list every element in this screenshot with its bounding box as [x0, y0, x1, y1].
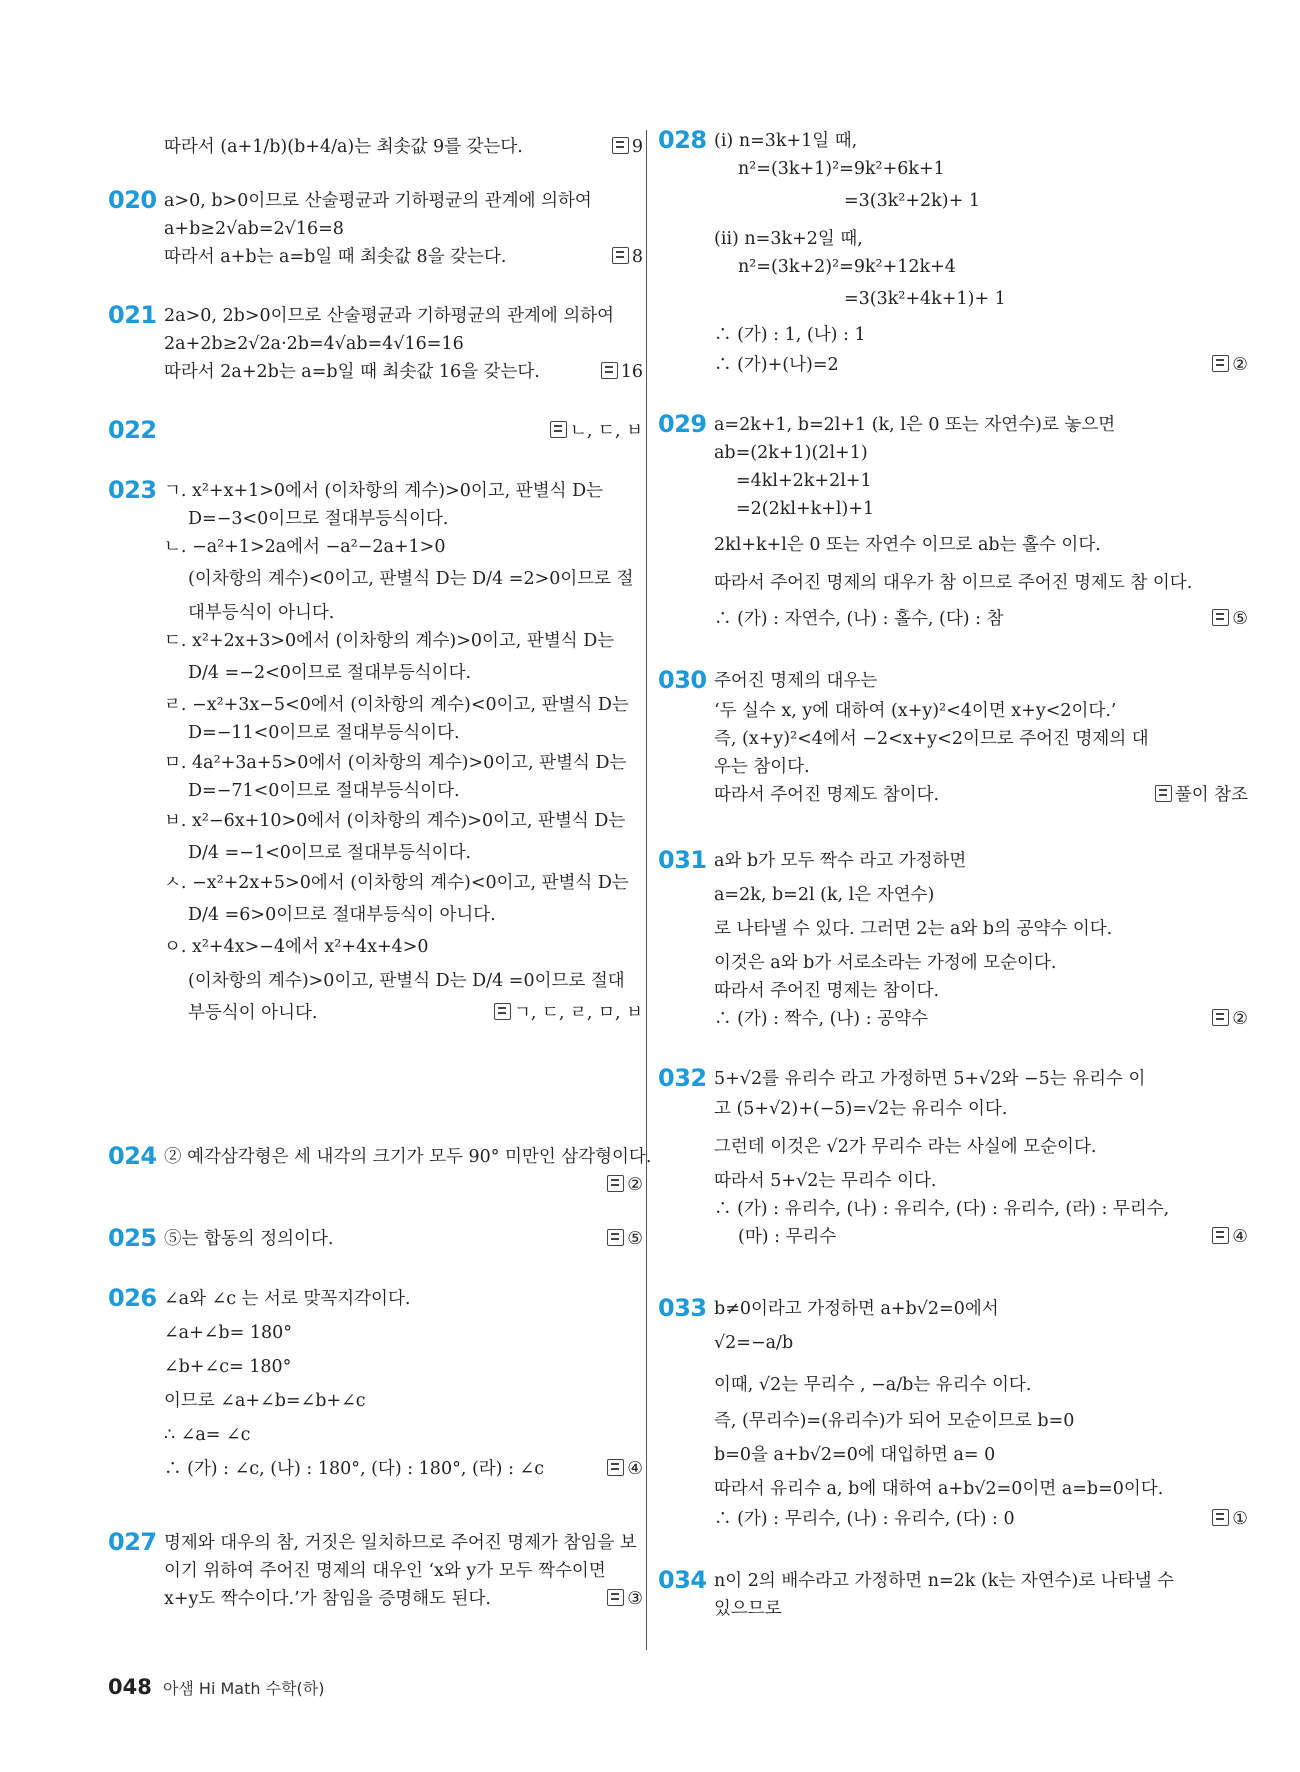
solution-line: =3(3k²+4k+1)+ 1	[844, 289, 1006, 309]
answer-mark	[612, 136, 643, 158]
answer-text: ②	[1232, 355, 1248, 375]
problem-number: 032	[658, 1064, 707, 1092]
solution-line: n이 2의 배수라고 가정하면 n=2k (k는 자연수)로 나타낼 수	[714, 1571, 1175, 1591]
book-title: 아샘 Hi Math 수학(하)	[162, 1679, 325, 1698]
solution-line: ㄹ. −x²+3x−5<0에서 (이차항의 계수)<0이고, 판별식 D는	[164, 695, 629, 715]
solution-line: 따라서 2a+2b는 a=b일 때 최솟값 16을 갖는다.	[164, 362, 540, 382]
solution-line: 2kl+k+l은 0 또는 자연수 이므로 ab는 홀수 이다.	[714, 535, 1101, 555]
solution-line: a>0, b>0이므로 산술평균과 기하평균의 관계에 의하여	[164, 191, 592, 211]
solution-line: D=−3<0이므로 절대부등식이다.	[188, 509, 449, 529]
solution-line: 따라서 주어진 명제도 참이다.	[714, 785, 940, 805]
solution-line: 있으므로	[714, 1599, 782, 1619]
column-divider	[646, 130, 647, 1650]
solution-line: b≠0이라고 가정하면 a+b√2=0에서	[714, 1299, 999, 1319]
answer-text: ④	[627, 1459, 643, 1479]
solution-line: n²=(3k+2)²=9k²+12k+4	[738, 257, 956, 277]
answer-mark	[550, 420, 643, 442]
answer-mark	[494, 1002, 643, 1024]
solution-line: ∠a+∠b= 180°	[164, 1323, 293, 1343]
solution-line: 고 (5+√2)+(−5)=√2는 유리수 이다.	[714, 1099, 1008, 1119]
problem-number: 030	[658, 666, 707, 694]
answer-icon	[607, 1229, 624, 1246]
solution-line: 이것은 a와 b가 서로소라는 가정에 모순이다.	[714, 953, 1057, 973]
solution-line: 2a>0, 2b>0이므로 산술평균과 기하평균의 관계에 의하여	[164, 306, 615, 326]
page-number: 048	[108, 1675, 152, 1699]
solution-line: b=0을 a+b√2=0에 대입하면 a= 0	[714, 1445, 996, 1465]
answer-icon	[607, 1459, 624, 1476]
solution-line: ㅇ. x²+4x>−4에서 x²+4x+4>0	[164, 937, 429, 957]
solution-line: ∴ (가) : 자연수, (나) : 홀수, (다) : 참	[714, 609, 1004, 629]
answer-text: ②	[1232, 1009, 1248, 1029]
solution-line: 따라서 5+√2는 무리수 이다.	[714, 1171, 937, 1191]
problem-number: 033	[658, 1294, 707, 1322]
solution-line: ∴ (가) : 1, (나) : 1	[714, 325, 866, 345]
solution-line: ∠a와 ∠c 는 서로 맞꼭지각이다.	[164, 1289, 411, 1309]
answer-text: ⑤	[627, 1229, 643, 1249]
answer-text: ㄱ, ㄷ, ㄹ, ㅁ, ㅂ	[513, 1003, 643, 1023]
answer-icon	[494, 1003, 511, 1020]
answer-mark	[601, 361, 643, 383]
solution-line: a와 b가 모두 짝수 라고 가정하면	[714, 851, 967, 871]
solution-line: ∴ (가) : 짝수, (나) : 공약수	[714, 1009, 928, 1029]
solution-line: 이때, √2는 무리수 , −a/b는 유리수 이다.	[714, 1375, 1032, 1395]
answer-mark	[1212, 1008, 1248, 1030]
answer-icon	[1212, 1009, 1229, 1026]
solution-line: ㄱ. x²+x+1>0에서 (이차항의 계수)>0이고, 판별식 D는	[164, 481, 604, 501]
solution-line: D/4 =−2<0이므로 절대부등식이다.	[188, 663, 472, 683]
solution-line: (ⅰ) n=3k+1일 때,	[714, 131, 858, 151]
answer-icon	[1212, 1509, 1229, 1526]
answer-icon	[1212, 355, 1229, 372]
solution-line: ∴ (가) : ∠c, (나) : 180°, (다) : 180°, (라) : ∠c	[164, 1459, 544, 1479]
solution-line: (이차항의 계수)>0이고, 판별식 D는 D/4 =0이므로 절대	[188, 971, 625, 991]
solution-line: ‘두 실수 x, y에 대하여 (x+y)²<4이면 x+y<2이다.’	[714, 701, 1117, 721]
answer-text: ③	[627, 1589, 643, 1609]
solution-line: D/4 =6>0이므로 절대부등식이 아니다.	[188, 905, 496, 925]
answer-mark	[607, 1174, 643, 1196]
problem-number: 024	[108, 1142, 157, 1170]
solution-line: ㄷ. x²+2x+3>0에서 (이차항의 계수)>0이고, 판별식 D는	[164, 631, 615, 651]
answer-icon	[601, 362, 618, 379]
solution-line: ⑤는 합동의 정의이다.	[164, 1229, 334, 1249]
answer-icon	[1212, 1227, 1229, 1244]
solution-line: 명제와 대우의 참, 거짓은 일치하므로 주어진 명제가 참임을 보	[164, 1533, 637, 1553]
answer-mark	[1212, 354, 1248, 376]
answer-icon	[612, 137, 629, 154]
answer-text: ②	[627, 1175, 643, 1195]
problem-number: 031	[658, 846, 707, 874]
solution-line: x+y도 짝수이다.’가 참임을 증명해도 된다.	[164, 1589, 491, 1609]
answer-text: ④	[1232, 1227, 1248, 1247]
solution-line: 즉, (무리수)=(유리수)가 되어 모순이므로 b=0	[714, 1411, 1075, 1431]
solution-line: 대부등식이 아니다.	[188, 603, 335, 623]
solution-line: n²=(3k+1)²=9k²+6k+1	[738, 159, 945, 179]
solution-line: ∴ (가)+(나)=2	[714, 355, 839, 375]
answer-text: 16	[620, 362, 643, 382]
answer-text: 9	[631, 137, 643, 157]
solution-line: ㅅ. −x²+2x+5>0에서 (이차항의 계수)<0이고, 판별식 D는	[164, 873, 629, 893]
answer-text: 8	[631, 247, 643, 267]
solution-line: 즉, (x+y)²<4에서 −2<x+y<2이므로 주어진 명제의 대	[714, 729, 1149, 749]
problem-number: 023	[108, 476, 157, 504]
solution-line: ② 예각삼각형은 세 내각의 크기가 모두 90° 미만인 삼각형이다.	[164, 1147, 652, 1167]
answer-text: ①	[1232, 1509, 1248, 1529]
solution-line: a=2k+1, b=2l+1 (k, l은 0 또는 자연수)로 놓으면	[714, 415, 1116, 435]
answer-mark	[1212, 608, 1248, 630]
answer-text: ⑤	[1232, 609, 1248, 629]
solution-line: ∠b+∠c= 180°	[164, 1357, 292, 1377]
solution-line: D/4 =−1<0이므로 절대부등식이다.	[188, 843, 472, 863]
solution-line: ∴ ∠a= ∠c	[164, 1425, 251, 1445]
page-footer	[108, 1675, 324, 1699]
problem-number: 025	[108, 1224, 157, 1252]
solution-line: =4kl+2k+2l+1	[736, 471, 872, 491]
solution-line: 따라서 주어진 명제는 참이다.	[714, 981, 940, 1001]
solution-line: a+b≥2√ab=2√16=8	[164, 219, 344, 239]
answer-mark	[607, 1228, 643, 1250]
problem-number: 034	[658, 1566, 707, 1594]
answer-mark	[607, 1588, 643, 1610]
solution-line: ab=(2k+1)(2l+1)	[714, 443, 868, 463]
problem-number: 026	[108, 1284, 157, 1312]
solution-line: (마) : 무리수	[738, 1227, 837, 1247]
solution-line: (ⅱ) n=3k+2일 때,	[714, 229, 863, 249]
solution-line: √2=−a/b	[714, 1333, 794, 1353]
answer-icon	[1155, 785, 1172, 802]
solution-line: 이므로 ∠a+∠b=∠b+∠c	[164, 1391, 366, 1411]
solution-line: 부등식이 아니다.	[188, 1003, 318, 1023]
solution-line: D=−11<0이므로 절대부등식이다.	[188, 723, 460, 743]
problem-number: 020	[108, 186, 157, 214]
solution-line: a=2k, b=2l (k, l은 자연수)	[714, 885, 935, 905]
solution-line: 로 나타낼 수 있다. 그러면 2는 a와 b의 공약수 이다.	[714, 919, 1113, 939]
answer-text: 풀이 참조	[1174, 785, 1248, 805]
solution-line: D=−71<0이므로 절대부등식이다.	[188, 781, 460, 801]
solution-line: 5+√2를 유리수 라고 가정하면 5+√2와 −5는 유리수 이	[714, 1069, 1146, 1089]
answer-icon	[607, 1175, 624, 1192]
solution-line: ∴ (가) : 유리수, (나) : 유리수, (다) : 유리수, (라) : 무리수,	[714, 1199, 1170, 1219]
answer-mark	[1212, 1508, 1248, 1530]
solution-line: 그런데 이것은 √2가 무리수 라는 사실에 모순이다.	[714, 1137, 1097, 1157]
problem-number: 029	[658, 410, 707, 438]
solution-line: 따라서 유리수 a, b에 대하여 a+b√2=0이면 a=b=0이다.	[714, 1479, 1164, 1499]
answer-icon	[1212, 609, 1229, 626]
solution-line: =3(3k²+2k)+ 1	[844, 191, 980, 211]
answer-icon	[607, 1589, 624, 1606]
solution-line: ∴ (가) : 무리수, (나) : 유리수, (다) : 0	[714, 1509, 1015, 1529]
problem-number: 021	[108, 301, 157, 329]
solution-line: ㅂ. x²−6x+10>0에서 (이차항의 계수)>0이고, 판별식 D는	[164, 811, 626, 831]
problem-number: 022	[108, 416, 157, 444]
solution-line: 따라서 a+b는 a=b일 때 최솟값 8을 갖는다.	[164, 247, 507, 267]
answer-icon	[612, 247, 629, 264]
solution-line: 2a+2b≥2√2a·2b=4√ab=4√16=16	[164, 334, 464, 354]
solution-line: ㄴ. −a²+1>2a에서 −a²−2a+1>0	[164, 537, 446, 557]
solution-line: 주어진 명제의 대우는	[714, 671, 878, 691]
solution-line: 우는 참이다.	[714, 757, 810, 777]
solution-line: =2(2kl+k+l)+1	[736, 499, 875, 519]
answer-mark	[1155, 784, 1248, 806]
solution-line: 이기 위하여 주어진 명제의 대우인 ‘x와 y가 모두 짝수이면	[164, 1561, 606, 1581]
solution-line: 따라서 (a+1/b)(b+4/a)는 최솟값 9를 갖는다.	[164, 137, 523, 157]
answer-icon	[550, 421, 567, 438]
solution-line: 따라서 주어진 명제의 대우가 참 이므로 주어진 명제도 참 이다.	[714, 573, 1193, 593]
answer-mark	[607, 1458, 643, 1480]
answer-text: ㄴ, ㄷ, ㅂ	[570, 421, 643, 441]
answer-mark	[1212, 1226, 1248, 1248]
problem-number: 027	[108, 1528, 157, 1556]
solution-line: ㅁ. 4a²+3a+5>0에서 (이차항의 계수)>0이고, 판별식 D는	[164, 753, 627, 773]
problem-number: 028	[658, 126, 707, 154]
solution-line: (이차항의 계수)<0이고, 판별식 D는 D/4 =2>0이므로 절	[188, 569, 634, 589]
answer-mark	[612, 246, 643, 268]
